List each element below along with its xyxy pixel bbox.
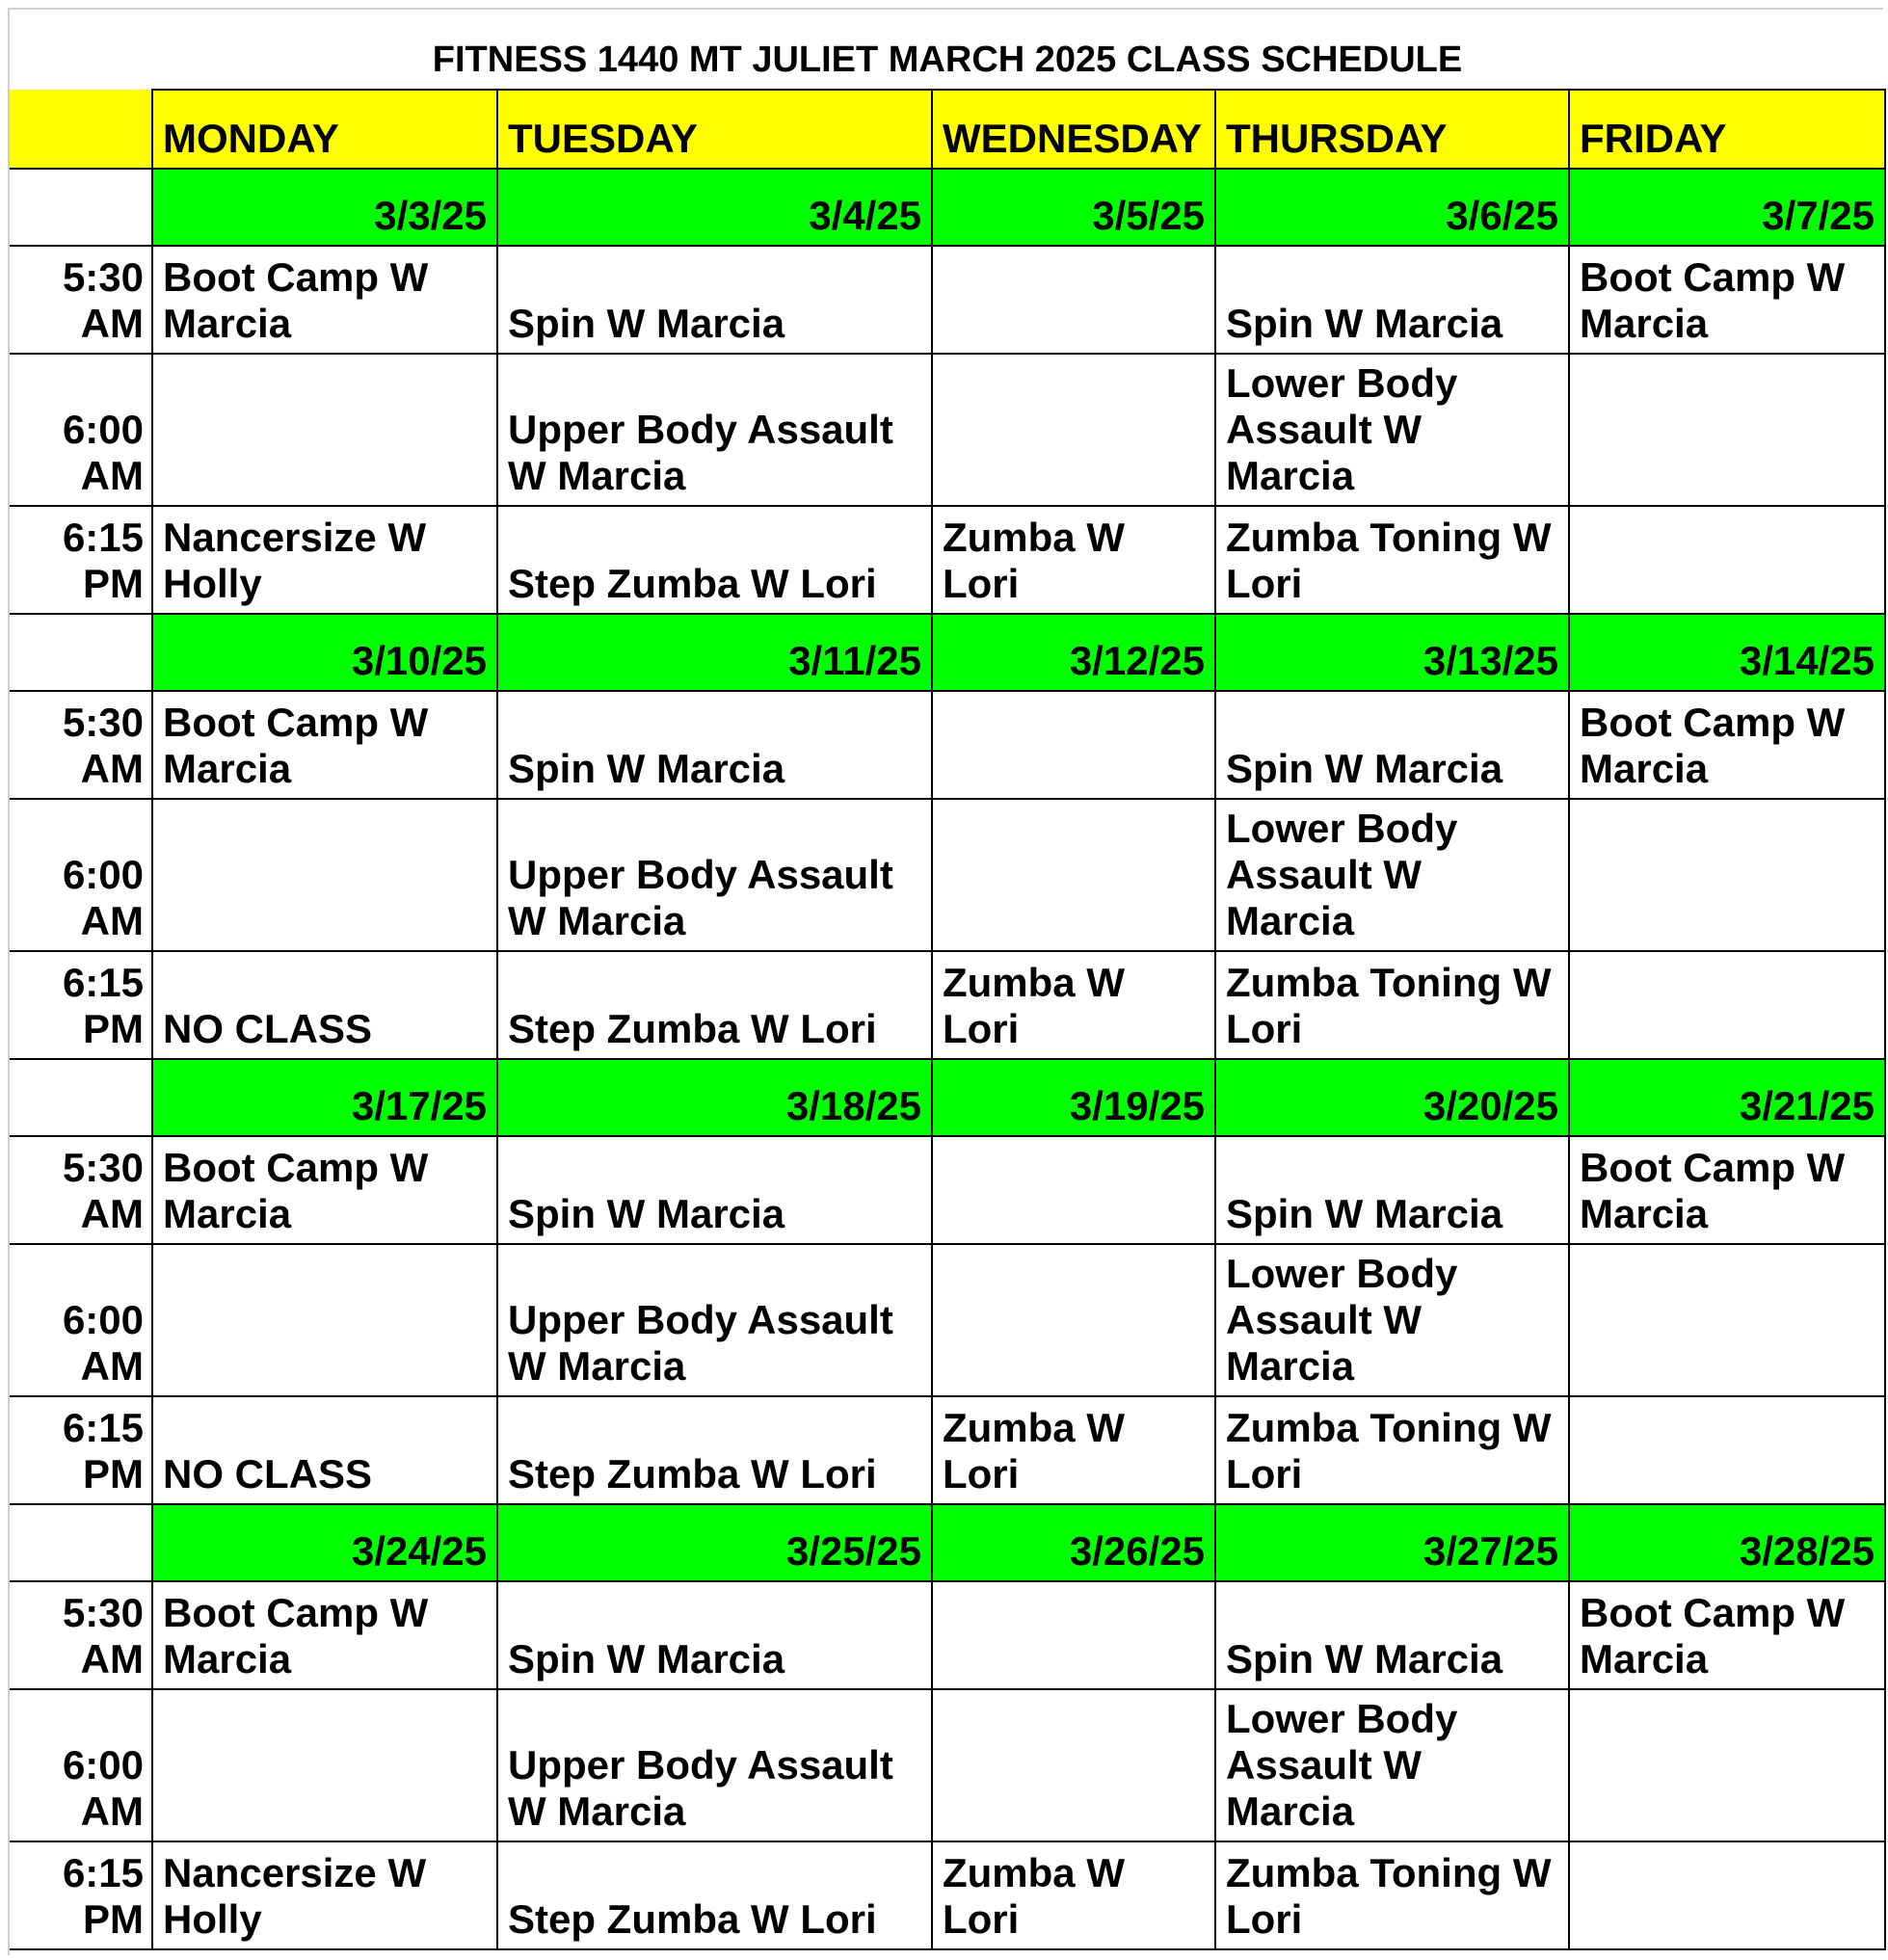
date-cell: 3/13/25 <box>1215 614 1569 691</box>
date-row-blank <box>10 614 152 691</box>
date-cell: 3/28/25 <box>1569 1504 1885 1581</box>
time-label-line: AM <box>80 746 144 791</box>
time-label-line: 6:00 <box>62 407 144 452</box>
class-cell <box>497 691 932 799</box>
class-cell <box>1569 1136 1885 1244</box>
class-text-line: Boot Camp W <box>163 1145 429 1190</box>
class-text-line: Assault W <box>1226 1742 1423 1788</box>
class-text-line: Marcia <box>1226 898 1355 943</box>
time-cell <box>10 506 152 614</box>
page-title: FITNESS 1440 MT JULIET MARCH 2025 CLASS SCHEDULE <box>432 40 1463 80</box>
date-cell: 3/6/25 <box>1215 169 1569 246</box>
time-label-line: 6:15 <box>62 1405 144 1450</box>
date-cell: 3/18/25 <box>497 1059 932 1136</box>
time-slot-row <box>10 246 1885 354</box>
class-text-line: Holly <box>163 561 262 606</box>
date-cell: 3/5/25 <box>932 169 1215 246</box>
class-text-line: NO CLASS <box>163 1451 373 1496</box>
empty-class-cell <box>932 1689 1215 1841</box>
class-text-line: Spin W Marcia <box>508 301 785 346</box>
class-text-line: Marcia <box>1580 1191 1709 1236</box>
class-text-line: Marcia <box>1226 1788 1355 1834</box>
time-label-line: 6:00 <box>62 1742 144 1788</box>
time-cell <box>10 691 152 799</box>
time-cell <box>10 1841 152 1949</box>
date-cell: 3/26/25 <box>932 1504 1215 1581</box>
class-cell <box>1215 1244 1569 1396</box>
class-cell <box>1569 246 1885 354</box>
date-cell: 3/24/25 <box>152 1504 497 1581</box>
empty-class-cell <box>932 1244 1215 1396</box>
class-cell <box>152 691 497 799</box>
class-text-line: Lori <box>943 1451 1020 1496</box>
time-label-line: AM <box>80 1191 144 1236</box>
day-header-thursday: THURSDAY <box>1215 90 1569 169</box>
empty-class-cell <box>1569 354 1885 506</box>
class-text-line: Upper Body Assault <box>508 852 893 897</box>
class-text-line: Marcia <box>163 746 292 791</box>
class-text-line: W Marcia <box>508 1343 686 1389</box>
class-text-line: Boot Camp W <box>163 700 429 745</box>
class-text-line: Spin W Marcia <box>1226 1191 1503 1236</box>
empty-class-cell <box>932 691 1215 799</box>
date-cell: 3/19/25 <box>932 1059 1215 1136</box>
class-cell <box>152 1136 497 1244</box>
time-cell <box>10 1136 152 1244</box>
class-text-line: Lower Body <box>1226 1696 1458 1741</box>
time-cell <box>10 799 152 951</box>
time-slot-row <box>10 691 1885 799</box>
class-cell <box>497 1396 932 1504</box>
time-slot-row <box>10 354 1885 506</box>
date-row-blank <box>10 1059 152 1136</box>
date-row <box>10 169 1885 246</box>
class-text-line: Marcia <box>1226 1343 1355 1389</box>
class-cell <box>1215 1396 1569 1504</box>
class-cell <box>497 354 932 506</box>
class-cell <box>1215 1136 1569 1244</box>
class-cell <box>1569 691 1885 799</box>
class-text-line: Lori <box>1226 1006 1303 1051</box>
date-row <box>10 614 1885 691</box>
class-cell <box>497 1581 932 1689</box>
time-label-line: PM <box>83 1006 144 1051</box>
date-cell: 3/3/25 <box>152 169 497 246</box>
corner-cell <box>10 90 152 169</box>
class-text-line: Step Zumba W Lori <box>508 561 877 606</box>
time-slot-row <box>10 1244 1885 1396</box>
time-label-line: PM <box>83 1451 144 1496</box>
time-label-line: AM <box>80 301 144 346</box>
time-slot-row <box>10 1841 1885 1949</box>
class-text-line: Zumba W <box>943 1850 1125 1895</box>
class-cell <box>1569 1581 1885 1689</box>
date-row <box>10 1504 1885 1581</box>
class-cell <box>497 1136 932 1244</box>
class-cell <box>932 1841 1215 1949</box>
empty-class-cell <box>1569 1689 1885 1841</box>
class-text-line: Nancersize W <box>163 515 427 560</box>
empty-class-cell <box>932 354 1215 506</box>
time-label-line: 5:30 <box>62 1590 144 1635</box>
class-text-line: Zumba W <box>943 1405 1125 1450</box>
class-cell <box>497 799 932 951</box>
class-text-line: Assault W <box>1226 407 1423 452</box>
date-cell: 3/10/25 <box>152 614 497 691</box>
date-row-blank <box>10 1504 152 1581</box>
schedule-sheet <box>8 8 1883 1955</box>
class-cell <box>932 951 1215 1059</box>
class-text-line: Upper Body Assault <box>508 407 893 452</box>
class-text-line: Lori <box>1226 1451 1303 1496</box>
class-cell <box>152 1581 497 1689</box>
class-text-line: Lower Body <box>1226 360 1458 406</box>
time-slot-row <box>10 951 1885 1059</box>
class-text-line: Lori <box>943 561 1020 606</box>
class-text-line: Lori <box>943 1006 1020 1051</box>
empty-class-cell <box>932 1581 1215 1689</box>
time-slot-row <box>10 799 1885 951</box>
time-slot-row <box>10 1581 1885 1689</box>
class-cell <box>152 951 497 1059</box>
time-label-line: AM <box>80 898 144 943</box>
class-text-line: Lower Body <box>1226 1251 1458 1296</box>
class-text-line: Marcia <box>163 1636 292 1682</box>
date-cell: 3/27/25 <box>1215 1504 1569 1581</box>
time-label-line: 5:30 <box>62 700 144 745</box>
empty-class-cell <box>1569 799 1885 951</box>
class-text-line: Marcia <box>163 301 292 346</box>
class-text-line: Assault W <box>1226 852 1423 897</box>
date-cell: 3/11/25 <box>497 614 932 691</box>
date-cell: 3/4/25 <box>497 169 932 246</box>
class-cell <box>1215 246 1569 354</box>
class-text-line: Lori <box>943 1896 1020 1942</box>
time-slot-row <box>10 1396 1885 1504</box>
time-label-line: AM <box>80 1788 144 1834</box>
class-cell <box>932 1396 1215 1504</box>
time-cell <box>10 1244 152 1396</box>
class-cell <box>152 246 497 354</box>
class-text-line: Zumba W <box>943 515 1125 560</box>
class-text-line: Assault W <box>1226 1297 1423 1342</box>
time-cell <box>10 1581 152 1689</box>
class-text-line: Boot Camp W <box>1580 1145 1846 1190</box>
time-slot-row <box>10 506 1885 614</box>
schedule-table <box>10 89 1886 1950</box>
class-text-line: Boot Camp W <box>1580 1590 1846 1635</box>
time-label-line: 6:00 <box>62 1297 144 1342</box>
class-cell <box>497 246 932 354</box>
empty-class-cell <box>152 799 497 951</box>
class-text-line: Step Zumba W Lori <box>508 1006 877 1051</box>
class-text-line: Zumba W <box>943 960 1125 1005</box>
day-header-wednesday: WEDNESDAY <box>932 90 1215 169</box>
class-text-line: Spin W Marcia <box>508 1636 785 1682</box>
empty-class-cell <box>1569 1244 1885 1396</box>
class-text-line: Boot Camp W <box>163 1590 429 1635</box>
time-label-line: 6:00 <box>62 852 144 897</box>
class-cell <box>1215 354 1569 506</box>
date-cell: 3/20/25 <box>1215 1059 1569 1136</box>
class-cell <box>1215 691 1569 799</box>
class-text-line: Lower Body <box>1226 806 1458 851</box>
class-text-line: Boot Camp W <box>1580 700 1846 745</box>
time-cell <box>10 1396 152 1504</box>
time-label-line: 6:15 <box>62 1850 144 1895</box>
class-text-line: Spin W Marcia <box>508 1191 785 1236</box>
day-header-friday: FRIDAY <box>1569 90 1885 169</box>
class-cell <box>1215 799 1569 951</box>
class-text-line: Spin W Marcia <box>1226 1636 1503 1682</box>
date-row <box>10 1059 1885 1136</box>
class-text-line: Lori <box>1226 561 1303 606</box>
class-text-line: Marcia <box>1580 1636 1709 1682</box>
schedule-body <box>10 90 1885 1949</box>
time-label-line: 6:15 <box>62 515 144 560</box>
class-cell <box>1215 1581 1569 1689</box>
class-text-line: Marcia <box>1580 301 1709 346</box>
class-text-line: Zumba Toning W <box>1226 1850 1552 1895</box>
class-cell <box>497 506 932 614</box>
class-text-line: Spin W Marcia <box>508 746 785 791</box>
empty-class-cell <box>932 1136 1215 1244</box>
time-label-line: AM <box>80 1636 144 1682</box>
empty-class-cell <box>1569 1396 1885 1504</box>
class-cell <box>497 1841 932 1949</box>
date-cell: 3/14/25 <box>1569 614 1885 691</box>
time-slot-row <box>10 1689 1885 1841</box>
empty-class-cell <box>152 1244 497 1396</box>
date-cell: 3/17/25 <box>152 1059 497 1136</box>
class-cell <box>152 506 497 614</box>
class-text-line: Upper Body Assault <box>508 1297 893 1342</box>
empty-class-cell <box>152 354 497 506</box>
day-header-monday: MONDAY <box>152 90 497 169</box>
class-text-line: Boot Camp W <box>163 254 429 300</box>
class-text-line: Marcia <box>1580 746 1709 791</box>
class-text-line: Step Zumba W Lori <box>508 1451 877 1496</box>
class-text-line: Spin W Marcia <box>1226 746 1503 791</box>
time-label-line: 6:15 <box>62 960 144 1005</box>
time-label-line: PM <box>83 1896 144 1942</box>
date-cell: 3/7/25 <box>1569 169 1885 246</box>
empty-class-cell <box>1569 951 1885 1059</box>
empty-class-cell <box>1569 1841 1885 1949</box>
empty-class-cell <box>1569 506 1885 614</box>
class-text-line: Zumba Toning W <box>1226 1405 1552 1450</box>
class-text-line: Boot Camp W <box>1580 254 1846 300</box>
time-label-line: AM <box>80 1343 144 1389</box>
class-cell <box>497 1689 932 1841</box>
class-text-line: Zumba Toning W <box>1226 515 1552 560</box>
class-text-line: Zumba Toning W <box>1226 960 1552 1005</box>
day-header-row <box>10 90 1885 169</box>
class-cell <box>1215 1841 1569 1949</box>
class-text-line: W Marcia <box>508 453 686 498</box>
class-text-line: W Marcia <box>508 1788 686 1834</box>
date-cell: 3/12/25 <box>932 614 1215 691</box>
time-cell <box>10 951 152 1059</box>
class-text-line: Marcia <box>1226 453 1355 498</box>
date-cell: 3/21/25 <box>1569 1059 1885 1136</box>
time-cell <box>10 246 152 354</box>
date-row-blank <box>10 169 152 246</box>
time-cell <box>10 1689 152 1841</box>
day-header-tuesday: TUESDAY <box>497 90 932 169</box>
class-text-line: Nancersize W <box>163 1850 427 1895</box>
class-text-line: W Marcia <box>508 898 686 943</box>
time-label-line: 5:30 <box>62 1145 144 1190</box>
class-cell <box>497 1244 932 1396</box>
time-label-line: AM <box>80 453 144 498</box>
class-cell <box>497 951 932 1059</box>
time-slot-row <box>10 1136 1885 1244</box>
class-text-line: Marcia <box>163 1191 292 1236</box>
class-text-line: Upper Body Assault <box>508 1742 893 1788</box>
class-text-line: Spin W Marcia <box>1226 301 1503 346</box>
class-cell <box>932 506 1215 614</box>
date-cell: 3/25/25 <box>497 1504 932 1581</box>
class-cell <box>152 1396 497 1504</box>
empty-class-cell <box>932 799 1215 951</box>
class-cell <box>1215 506 1569 614</box>
class-cell <box>1215 951 1569 1059</box>
class-text-line: Lori <box>1226 1896 1303 1942</box>
empty-class-cell <box>932 246 1215 354</box>
class-cell <box>1215 1689 1569 1841</box>
class-text-line: Step Zumba W Lori <box>508 1896 877 1942</box>
time-label-line: 5:30 <box>62 254 144 300</box>
empty-class-cell <box>152 1689 497 1841</box>
class-text-line: NO CLASS <box>163 1006 373 1051</box>
class-cell <box>152 1841 497 1949</box>
time-label-line: PM <box>83 561 144 606</box>
time-cell <box>10 354 152 506</box>
class-text-line: Holly <box>163 1896 262 1942</box>
